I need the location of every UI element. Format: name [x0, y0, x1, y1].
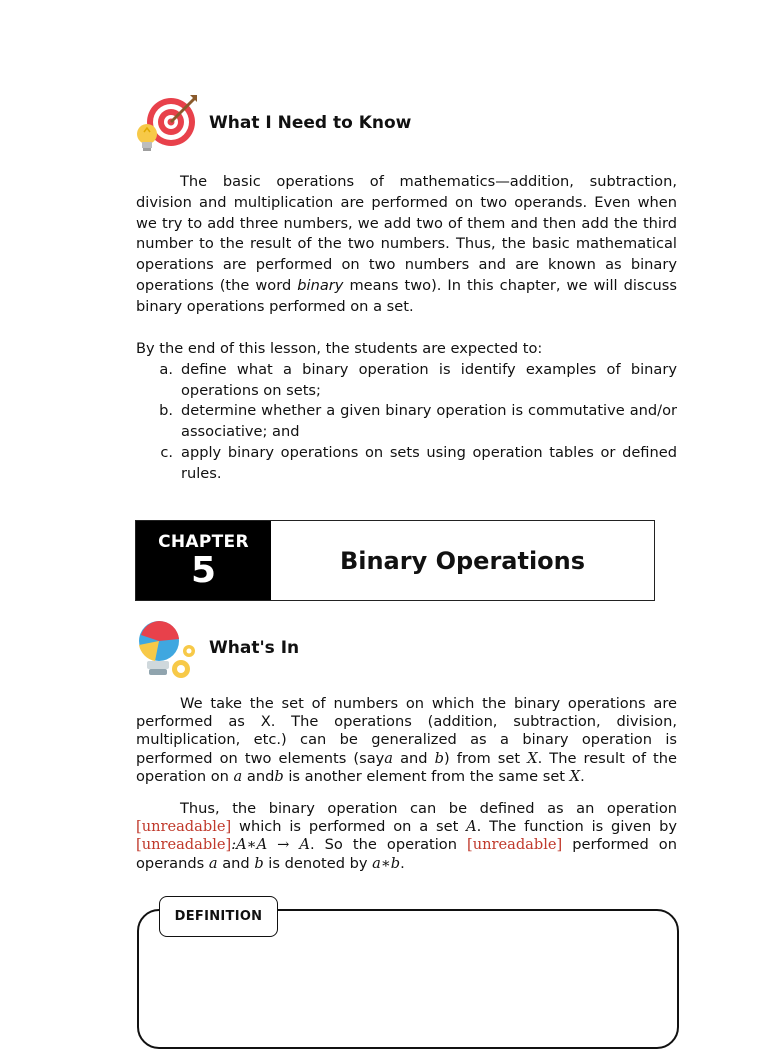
operator-placeholder: [unreadable] [467, 836, 563, 854]
text-run: Thus, the binary operation can be defined as an operation [180, 800, 677, 817]
whats-in-paragraph-2 [136, 800, 677, 873]
math-symbol: a [208, 854, 218, 872]
target-lightbulb-icon [135, 92, 197, 154]
text-run: We take the set of numbers on which the binary operations are performed as X. The operations (addition, subtraction, division, multiplication, etc.) can be generalized as a binary operation is performed on two elements (say [136, 695, 677, 767]
math-symbol: b [254, 854, 264, 872]
whats-in-paragraph-1 [136, 695, 677, 786]
text-run: and [217, 854, 255, 872]
section-header-what-i-need-to-know [135, 92, 411, 154]
text-run: . The function is given by [476, 818, 677, 836]
math-symbol: X [569, 767, 581, 785]
section-title: What I Need to Know [209, 113, 412, 133]
list-item-text: apply binary operations on sets using operation tables or defined rules. [181, 443, 677, 482]
text-run: and [392, 749, 435, 767]
text-run: . The result of the operation on [136, 749, 678, 785]
operator-placeholder: [unreadable] [136, 836, 232, 854]
chapter-number: 5 [190, 549, 217, 591]
math-symbol: a [384, 749, 393, 767]
section-title: What's In [209, 638, 300, 658]
intro-text-1: The basic operations of mathematics—addition, subtraction, division and multiplication are performed on two operands. Even when we try to add three numbers, we add two of them and then add the third number to the result of the two numbers. Thus, the basic mathematical operations are performed on two numbers and are known as binary operations (the word [136, 173, 677, 294]
puzzle-gears-icon [135, 617, 197, 679]
objectives-lead: By the end of this lesson, the students are expected to: [136, 340, 543, 357]
operator-placeholder: [unreadable] [136, 818, 232, 836]
chapter-title: Binary Operations [339, 546, 586, 575]
section-header-whats-in [135, 617, 299, 679]
intro-text-2: means two). In this chapter, we will discuss binary operations performed on a set. [136, 276, 677, 315]
math-symbol: X [527, 749, 538, 767]
list-item-text: define what a binary operation is identify examples of binary operations on sets; [181, 360, 677, 399]
math-expression: a∗b [372, 854, 401, 872]
list-marker: b. [159, 402, 173, 420]
chapter-label-block [136, 521, 271, 600]
list-item [136, 360, 677, 402]
objectives-list [136, 339, 677, 485]
math-symbol: b [434, 749, 444, 767]
intro-paragraph [136, 172, 677, 318]
text-run: . [400, 854, 405, 872]
list-item-text: determine whether a given binary operation is commutative and/or associative; and [181, 402, 677, 441]
text-run: which is performed on a set [231, 818, 467, 836]
text-run: ) from set [443, 749, 528, 767]
intro-emphasis: binary [297, 276, 344, 294]
chapter-banner [135, 520, 655, 601]
math-symbol: a [233, 767, 243, 785]
chapter-label: CHAPTER [158, 531, 249, 552]
list-item [136, 443, 677, 485]
math-expression: :A∗A → A [231, 836, 310, 854]
text-run: and [242, 767, 275, 785]
list-marker: c. [160, 443, 173, 461]
text-run: . So the operation [309, 836, 468, 854]
text-run: is another element from the same set [283, 767, 570, 785]
math-symbol: A [466, 818, 477, 836]
text-run: performed on operands [136, 836, 677, 872]
list-item [136, 401, 677, 443]
text-run: is denoted by [263, 854, 373, 872]
math-symbol: b [274, 767, 284, 785]
list-marker: a. [159, 360, 173, 378]
definition-label: DEFINITION [159, 896, 278, 937]
text-run: . [580, 767, 585, 785]
